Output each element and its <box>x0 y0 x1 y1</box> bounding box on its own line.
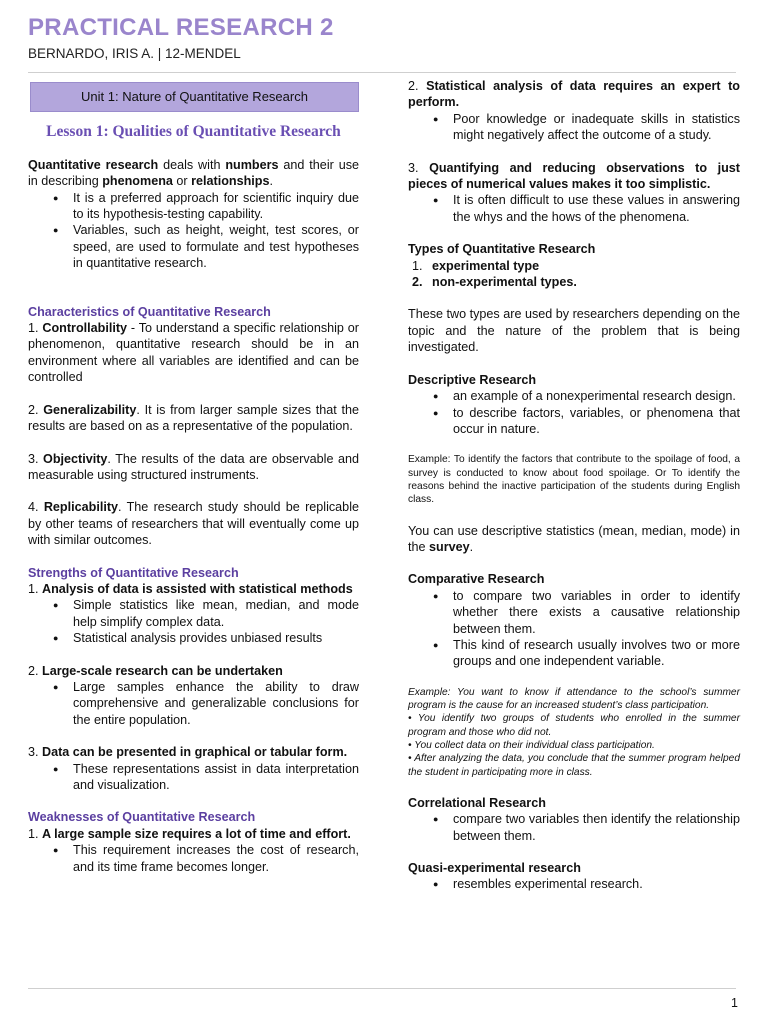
list-item: ● This kind of research usually involves two or more groups and one independent variable. <box>453 637 740 670</box>
characteristic-item: 1. Controllability - To understand a specific relationship or phenomenon, quantitative research should be in an environment where all variables are identified and can be controlled <box>28 321 359 385</box>
characteristic-item: 4. Replicability. The research study should be replicable by other teams of researchers that will eventually come up with similar outcomes. <box>28 500 359 548</box>
descriptive-bullets <box>408 388 740 437</box>
top-divider <box>28 72 736 73</box>
strength-bullets <box>28 597 359 646</box>
list-item: ● This requirement increases the cost of research, and its time frame becomes longer. <box>73 842 359 875</box>
list-item: ● Statistical analysis provides unbiased results <box>73 630 359 646</box>
section-heading: Descriptive Research <box>408 372 537 387</box>
descriptive-example: Example: To identify the factors that contribute to the spoilage of food, a survey is conducted to know about food spoilage. Or To identify the reasons behind the inactive participation of the students during English class. <box>408 454 740 506</box>
comparative-bullets <box>408 588 740 670</box>
list-item: ● an example of a nonexperimental research design. <box>453 388 740 404</box>
list-item: ● to compare two variables in order to identify whether there exists a causative relationship between them. <box>453 588 740 637</box>
list-item: ● Variables, such as height, weight, test scores, or speed, are used to formulate and test hypotheses in quantitative research. <box>73 222 359 271</box>
section-heading: Types of Quantitative Research <box>408 242 596 257</box>
right-column <box>408 78 740 893</box>
intro-bullets <box>28 190 359 272</box>
section-heading: Characteristics of Quantitative Research <box>28 304 271 319</box>
weakness-bullets <box>408 111 740 144</box>
list-item: 1. experimental type <box>412 258 540 273</box>
section-heading: Comparative Research <box>408 572 545 587</box>
lesson-title: Lesson 1: Qualities of Quantitative Research <box>46 123 341 141</box>
section-heading: Strengths of Quantitative Research <box>28 565 239 580</box>
section-heading: Weaknesses of Quantitative Research <box>28 810 256 825</box>
example-line: Example: You want to know if attendance to the school’s summer program is the cause for an increased student’s class participation. <box>408 686 740 712</box>
list-item: ● It is a preferred approach for scientific inquiry due to its hypothesis-testing capability. <box>73 190 359 223</box>
types-list <box>408 258 740 291</box>
weakness-title: 2. Statistical analysis of data requires an expert to perform. <box>408 79 740 110</box>
weakness-bullets <box>28 842 359 875</box>
example-line: • You collect data on their individual class participation. <box>408 739 655 751</box>
intro-paragraph: Quantitative research deals with numbers and their use in describing phenomena or relationships. <box>28 157 359 189</box>
weakness-title: 3. Quantifying and reducing observations to just pieces of numerical values makes it too simplistic. <box>408 160 740 192</box>
list-item: ● to describe factors, variables, or phenomena that occur in nature. <box>453 405 740 438</box>
list-item: ● Simple statistics like mean, median, and mode help simplify complex data. <box>73 597 359 630</box>
list-item: ● Large samples enhance the ability to draw comprehensive and generalizable conclusions for the entire population. <box>73 679 359 728</box>
characteristic-item: 3. Objectivity. The results of the data are observable and measurable using structured instruments. <box>28 451 359 482</box>
left-column <box>28 82 359 875</box>
section-heading: Correlational Research <box>408 795 546 810</box>
characteristic-item: 2. Generalizability. It is from larger sample sizes that the results are based on as a representative of the population. <box>28 402 359 434</box>
list-item: ● Poor knowledge or inadequate skills in statistics might negatively affect the outcome of a study. <box>453 111 740 144</box>
strength-title: 3. Data can be presented in graphical or tabular form. <box>28 745 348 760</box>
bottom-divider <box>28 988 736 989</box>
list-item: ● compare two variables then identify the relationship between them. <box>453 811 740 844</box>
weakness-title: 1. A large sample size requires a lot of time and effort. <box>28 826 351 841</box>
types-paragraph: These two types are used by researchers depending on the topic and the nature of the problem that is being investigated. <box>408 307 740 355</box>
section-heading: Quasi-experimental research <box>408 861 581 876</box>
strength-title: 2. Large-scale research can be undertaken <box>28 663 283 678</box>
example-line: • You identify two groups of students who enrolled in the summer program and those who did not. <box>408 713 740 738</box>
author-line: BERNARDO, IRIS A. | 12-MENDEL <box>28 46 241 61</box>
strength-bullets <box>28 679 359 728</box>
document-title: PRACTICAL RESEARCH 2 <box>28 14 334 41</box>
quasi-bullets <box>408 876 740 892</box>
page-number: 1 <box>731 996 738 1010</box>
list-item: ● resembles experimental research. <box>453 876 740 892</box>
weakness-bullets <box>408 192 740 225</box>
list-item: ● It is often difficult to use these values in answering the whys and the hows of the phenomena. <box>453 192 740 225</box>
comparative-example <box>408 686 740 779</box>
strength-bullets <box>28 761 359 794</box>
descriptive-stats-note: You can use descriptive statistics (mean, median, mode) in the survey. <box>408 523 740 554</box>
unit-banner: Unit 1: Nature of Quantitative Research <box>30 82 359 112</box>
strength-title: 1. Analysis of data is assisted with statistical methods <box>28 581 353 596</box>
correlational-bullets <box>408 811 740 844</box>
example-line: • After analyzing the data, you conclude that the summer program helped the student in participating more in class. <box>408 753 740 778</box>
list-item: 2. non-experimental types. <box>412 275 577 290</box>
list-item: ● These representations assist in data interpretation and visualization. <box>73 761 359 794</box>
